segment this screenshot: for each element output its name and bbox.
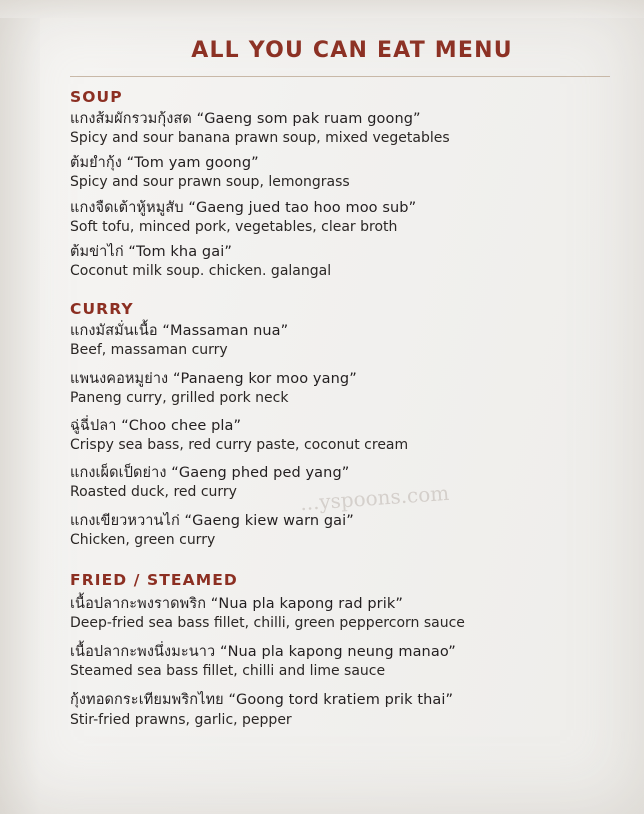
menu-item-description: Spicy and sour prawn soup, lemongrass xyxy=(70,174,350,191)
menu-item xyxy=(70,110,615,147)
watermark: ...yspoons.com xyxy=(299,480,450,516)
menu-item-description: Deep-fried sea bass fillet, chilli, green peppercorn sauce xyxy=(70,614,465,631)
section-heading: CURRY xyxy=(70,300,134,319)
section-heading: SOUP xyxy=(70,88,123,106)
menu-item-description: Paneng curry, grilled pork neck xyxy=(70,389,289,406)
menu-section-curry xyxy=(70,300,615,549)
menu-item-thai: กุ้งทอดกระเทียมพริกไทย “Goong tord kratiem prik thai” xyxy=(70,692,454,709)
menu-item-thai: แกงจืดเต้าหู้หมูสับ “Gaeng jued tao hoo moo sub” xyxy=(70,199,417,216)
menu-item-thai: แกงมัสมั่นเนื้อ “Massaman nua” xyxy=(70,323,289,340)
menu-item-description: Roasted duck, red curry xyxy=(70,484,237,501)
menu-item-description: Stir-fried prawns, garlic, pepper xyxy=(70,711,292,728)
menu-item xyxy=(70,643,615,680)
menu-item-description: Spicy and sour banana prawn soup, mixed vegetables xyxy=(70,130,450,147)
menu-item xyxy=(70,154,615,191)
menu-item-thai: แพนงคอหมูย่าง “Panaeng kor moo yang” xyxy=(70,370,357,387)
page-title: ALL YOU CAN EAT MENU xyxy=(191,38,513,63)
menu-item-description: Coconut milk soup. chicken. galangal xyxy=(70,263,332,280)
paper-edge-top xyxy=(0,0,644,18)
menu-item-thai: เนื้อปลากะพงนึ่งมะนาว “Nua pla kapong neung manao” xyxy=(70,644,456,661)
paper-edge-left xyxy=(0,0,40,814)
menu-item-thai: แกงเขียวหวานไก่ “Gaeng kiew warn gai” xyxy=(70,512,354,529)
menu-item-description: Chicken, green curry xyxy=(70,531,216,548)
menu-item-description: Beef, massaman curry xyxy=(70,342,228,359)
menu-content xyxy=(70,88,615,743)
menu-item-description: Soft tofu, minced pork, vegetables, clear broth xyxy=(70,218,398,235)
menu-item-thai: ต้มข่าไก่ “Tom kha gai” xyxy=(70,243,232,260)
title-divider xyxy=(70,76,610,77)
menu-item xyxy=(70,370,615,407)
menu-section-fried-steamed xyxy=(70,571,615,729)
menu-item-thai: ต้มยำกุ้ง “Tom yam goong” xyxy=(70,155,259,172)
menu-section-soup xyxy=(70,88,615,280)
section-heading: FRIED / STEAMED xyxy=(70,570,238,589)
menu-item-thai: แกงส้มผักรวมกุ้งสด “Gaeng som pak ruam goong” xyxy=(70,111,421,127)
menu-item xyxy=(70,243,615,280)
menu-item xyxy=(70,322,615,359)
menu-item xyxy=(70,464,615,501)
menu-item-thai: แกงเผ็ดเป็ดย่าง “Gaeng phed ped yang” xyxy=(70,465,350,482)
menu-item xyxy=(70,595,615,632)
menu-item xyxy=(70,691,615,728)
menu-item-description: Steamed sea bass fillet, chilli and lime sauce xyxy=(70,663,386,680)
menu-item-thai: เนื้อปลากะพงราดพริก “Nua pla kapong rad prik” xyxy=(70,595,403,612)
menu-item xyxy=(70,199,615,236)
menu-item-thai: ฉู่ฉี่ปลา “Choo chee pla” xyxy=(70,417,242,434)
menu-item-description: Crispy sea bass, red curry paste, coconut cream xyxy=(70,437,409,453)
menu-item xyxy=(70,512,615,549)
menu-item xyxy=(70,417,615,454)
